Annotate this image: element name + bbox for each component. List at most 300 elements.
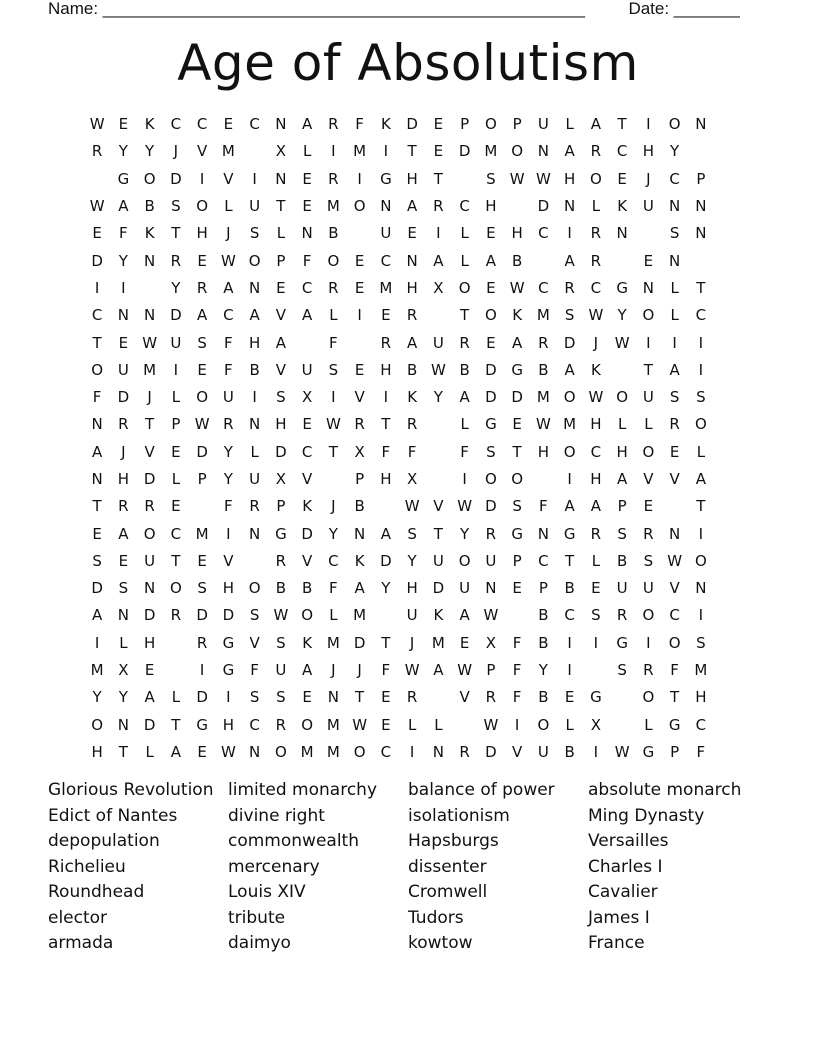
- grid-letter: L: [276, 224, 286, 243]
- grid-letter: O: [196, 197, 209, 216]
- grid-letter: S: [328, 360, 339, 379]
- grid-letter: U: [117, 360, 129, 379]
- grid-letter: M: [353, 606, 367, 625]
- grid-letter: X: [275, 470, 287, 488]
- word-list: [48, 778, 788, 957]
- grid-letter: D: [196, 688, 208, 707]
- grid-letter: Y: [538, 661, 548, 680]
- grid-letter: U: [616, 579, 628, 598]
- grid-letter: P: [171, 415, 181, 434]
- grid-row: [84, 439, 744, 466]
- grid-letter: K: [380, 115, 391, 134]
- grid-letter: I: [226, 688, 231, 707]
- grid-letter: I: [646, 333, 651, 352]
- grid-letter: I: [593, 742, 599, 761]
- grid-letter: H: [642, 142, 655, 161]
- grid-letter: C: [564, 606, 575, 625]
- grid-letter: O: [301, 606, 314, 625]
- grid-letter: M: [431, 633, 445, 652]
- grid-row: [84, 657, 744, 684]
- grid-letter: N: [275, 169, 287, 188]
- grid-letter: R: [459, 742, 470, 761]
- grid-letter: C: [91, 306, 103, 325]
- grid-letter: O: [458, 278, 471, 297]
- grid-letter: [530, 248, 556, 275]
- grid-letter: E: [486, 224, 496, 243]
- grid-letter: E: [643, 497, 654, 516]
- grid-letter: L: [329, 306, 338, 325]
- grid-row: [84, 247, 744, 274]
- grid-letter: U: [170, 333, 182, 352]
- grid-letter: U: [301, 360, 313, 379]
- grid-letter: N: [249, 524, 261, 543]
- grid-letter: W: [588, 306, 604, 325]
- grid-letter: A: [433, 661, 444, 680]
- grid-letter: I: [121, 278, 126, 297]
- grid-letter: S: [276, 388, 286, 407]
- grid-letter: R: [406, 306, 418, 325]
- grid-letter: S: [486, 442, 496, 461]
- word-list-item: France: [588, 933, 645, 953]
- grid-row: [84, 166, 744, 193]
- grid-letter: D: [485, 497, 497, 516]
- grid-row: [84, 739, 744, 766]
- grid-letter: U: [406, 606, 418, 625]
- grid-letter: D: [91, 251, 103, 270]
- grid-letter: L: [460, 415, 469, 434]
- grid-letter: T: [92, 497, 102, 516]
- grid-letter: D: [143, 715, 156, 734]
- grid-letter: E: [302, 197, 312, 216]
- grid-letter: P: [355, 470, 365, 488]
- grid-letter: N: [117, 306, 129, 325]
- grid-letter: M: [221, 142, 235, 161]
- grid-letter: A: [275, 333, 286, 352]
- grid-letter: Y: [407, 551, 417, 570]
- grid-letter: F: [512, 661, 522, 680]
- grid-letter: E: [171, 442, 181, 461]
- grid-letter: I: [409, 742, 415, 761]
- grid-letter: [320, 466, 346, 493]
- grid-letter: A: [564, 360, 575, 379]
- grid-letter: Y: [145, 142, 155, 161]
- grid-letter: M: [90, 661, 104, 680]
- grid-letter: F: [460, 442, 469, 461]
- grid-letter: R: [616, 606, 628, 625]
- grid-letter: I: [567, 661, 572, 680]
- word-list-item: Edict of Nantes: [48, 805, 178, 826]
- grid-letter: W: [404, 497, 420, 516]
- grid-letter: W: [667, 551, 683, 570]
- grid-letter: J: [331, 661, 336, 680]
- grid-letter: [452, 166, 478, 193]
- grid-letter: L: [670, 306, 679, 325]
- grid-letter: E: [591, 579, 601, 598]
- grid-row: [84, 357, 744, 384]
- grid-letter: I: [698, 333, 704, 352]
- grid-letter: C: [669, 606, 680, 625]
- grid-letter: [504, 602, 530, 629]
- grid-letter: O: [327, 251, 340, 270]
- word-list-item: elector: [48, 907, 108, 928]
- grid-letter: A: [380, 524, 391, 543]
- grid-letter: T: [171, 551, 181, 570]
- grid-letter: I: [567, 470, 572, 488]
- grid-letter: F: [407, 442, 417, 461]
- grid-letter: S: [512, 497, 522, 516]
- grid-letter: R: [328, 278, 339, 297]
- grid-letter: H: [117, 470, 130, 488]
- grid-letter: D: [222, 606, 235, 625]
- grid-letter: D: [301, 524, 313, 543]
- grid-letter: W: [614, 742, 630, 761]
- grid-letter: C: [380, 251, 392, 270]
- grid-letter: E: [486, 333, 496, 352]
- grid-row: [84, 220, 744, 247]
- grid-letter: K: [144, 224, 155, 243]
- grid-letter: D: [485, 742, 497, 761]
- grid-letter: K: [617, 197, 628, 216]
- grid-letter: N: [249, 278, 261, 297]
- grid-letter: N: [117, 606, 129, 625]
- grid-letter: J: [147, 388, 152, 407]
- grid-letter: R: [590, 524, 602, 543]
- grid-letter: I: [514, 715, 520, 734]
- grid-letter: C: [249, 715, 260, 734]
- grid-letter: X: [590, 715, 602, 734]
- grid-letter: D: [511, 388, 523, 407]
- grid-letter: I: [646, 633, 651, 652]
- grid-letter: R: [590, 251, 602, 270]
- grid-letter: S: [669, 224, 680, 243]
- grid-letter: T: [512, 442, 522, 461]
- grid-letter: E: [433, 142, 444, 161]
- grid-letter: R: [643, 524, 654, 543]
- grid-letter: M: [353, 142, 367, 161]
- grid-letter: H: [222, 579, 235, 598]
- grid-letter: P: [460, 115, 470, 134]
- grid-letter: S: [276, 688, 286, 707]
- grid-letter: R: [275, 715, 287, 734]
- grid-letter: U: [432, 333, 444, 352]
- grid-letter: I: [698, 360, 704, 379]
- grid-letter: B: [249, 360, 260, 379]
- word-list-item: divine right: [228, 805, 325, 826]
- grid-letter: B: [354, 497, 365, 516]
- grid-letter: U: [642, 197, 654, 216]
- grid-letter: A: [196, 306, 208, 325]
- grid-letter: A: [118, 197, 129, 216]
- grid-letter: [347, 220, 373, 247]
- grid-letter: S: [197, 333, 207, 352]
- grid-letter: B: [301, 579, 313, 598]
- grid-letter: W: [588, 388, 604, 407]
- grid-letter: O: [537, 715, 550, 734]
- grid-letter: S: [696, 633, 706, 652]
- word-list-item: Charles I: [588, 856, 663, 877]
- grid-letter: C: [223, 306, 234, 325]
- grid-letter: L: [171, 388, 181, 407]
- grid-letter: G: [275, 524, 287, 543]
- grid-letter: F: [224, 360, 233, 379]
- word-list-item: balance of power: [408, 780, 555, 800]
- grid-letter: N: [616, 224, 628, 243]
- grid-letter: A: [564, 142, 575, 161]
- word-list-item: Versailles: [588, 831, 669, 851]
- word-column: [228, 778, 408, 957]
- grid-letter: I: [462, 470, 467, 488]
- grid-letter: U: [222, 388, 234, 407]
- grid-letter: H: [537, 442, 550, 461]
- grid-letter: D: [380, 551, 392, 570]
- grid-letter: I: [567, 224, 572, 243]
- grid-letter: D: [143, 470, 156, 488]
- grid-letter: A: [354, 579, 365, 598]
- grid-letter: T: [145, 415, 155, 434]
- grid-letter: N: [380, 197, 392, 216]
- grid-row: [84, 548, 744, 575]
- grid-letter: D: [117, 388, 130, 407]
- grid-letter: V: [196, 142, 208, 161]
- grid-letter: A: [669, 360, 680, 379]
- grid-letter: U: [642, 388, 654, 407]
- word-list-item: dissenter: [408, 856, 487, 877]
- grid-letter: E: [459, 633, 470, 652]
- grid-letter: S: [118, 579, 129, 598]
- grid-letter: D: [537, 197, 550, 216]
- grid-letter: R: [118, 497, 129, 516]
- grid-letter: S: [669, 388, 680, 407]
- grid-letter: W: [273, 606, 289, 625]
- grid-letter: E: [223, 115, 234, 134]
- grid-letter: [609, 248, 635, 275]
- grid-letter: D: [406, 115, 418, 134]
- grid-letter: V: [301, 470, 313, 488]
- grid-letter: L: [670, 278, 679, 297]
- grid-letter: H: [616, 442, 628, 461]
- grid-row: [84, 712, 744, 739]
- grid-letter: W: [352, 715, 368, 734]
- grid-letter: M: [195, 524, 209, 543]
- grid-letter: V: [223, 169, 234, 188]
- grid-letter: B: [538, 633, 549, 652]
- grid-letter: C: [538, 278, 549, 297]
- grid-letter: X: [275, 142, 287, 161]
- grid-letter: W: [509, 169, 525, 188]
- grid-letter: S: [591, 606, 601, 625]
- grid-letter: M: [326, 742, 340, 761]
- grid-letter: V: [459, 688, 470, 707]
- grid-letter: [635, 220, 661, 247]
- word-list-item: kowtow: [408, 933, 473, 953]
- word-list-item: absolute monarch: [588, 780, 742, 800]
- grid-letter: D: [275, 442, 287, 461]
- grid-letter: T: [276, 197, 286, 216]
- grid-row: [84, 138, 744, 165]
- grid-letter: H: [406, 169, 418, 188]
- grid-letter: R: [643, 661, 654, 680]
- grid-letter: O: [353, 742, 366, 761]
- grid-letter: E: [197, 360, 207, 379]
- grid-letter: Y: [433, 388, 443, 407]
- word-column: [48, 778, 228, 957]
- grid-letter: V: [223, 551, 234, 570]
- grid-letter: G: [196, 715, 208, 734]
- grid-letter: E: [433, 115, 444, 134]
- grid-letter: I: [383, 142, 389, 161]
- grid-letter: T: [643, 360, 653, 379]
- grid-letter: H: [563, 169, 576, 188]
- grid-letter: R: [590, 142, 602, 161]
- grid-letter: F: [381, 442, 391, 461]
- grid-letter: N: [695, 115, 707, 134]
- grid-letter: J: [646, 169, 651, 188]
- grid-letter: V: [433, 497, 444, 516]
- grid-letter: N: [327, 688, 339, 707]
- grid-letter: D: [143, 606, 156, 625]
- grid-letter: W: [142, 333, 158, 352]
- grid-letter: T: [328, 442, 338, 461]
- grid-letter: C: [590, 442, 602, 461]
- grid-letter: O: [616, 388, 629, 407]
- grid-letter: S: [249, 688, 260, 707]
- grid-letter: T: [171, 715, 181, 734]
- grid-letter: Y: [92, 688, 102, 707]
- grid-letter: B: [564, 579, 575, 598]
- grid-letter: O: [694, 415, 707, 434]
- grid-letter: G: [668, 715, 681, 734]
- grid-letter: E: [302, 415, 312, 434]
- grid-letter: R: [590, 224, 602, 243]
- grid-letter: H: [406, 278, 418, 297]
- grid-letter: T: [171, 224, 181, 243]
- grid-letter: [609, 357, 635, 384]
- grid-letter: A: [144, 688, 155, 707]
- grid-letter: L: [644, 415, 653, 434]
- grid-letter: P: [197, 470, 207, 488]
- grid-letter: V: [275, 360, 286, 379]
- grid-letter: Y: [617, 306, 627, 325]
- grid-letter: N: [485, 579, 497, 598]
- grid-letter: E: [118, 333, 129, 352]
- grid-letter: M: [143, 360, 157, 379]
- grid-letter: W: [457, 497, 473, 516]
- grid-letter: [425, 684, 451, 711]
- grid-letter: A: [301, 115, 313, 134]
- grid-letter: M: [536, 388, 550, 407]
- grid-letter: U: [144, 551, 156, 570]
- word-list-item: Cavalier: [588, 882, 658, 902]
- grid-letter: E: [92, 224, 102, 243]
- grid-letter: O: [196, 388, 209, 407]
- grid-letter: [294, 330, 320, 357]
- grid-letter: A: [91, 442, 103, 461]
- grid-letter: C: [301, 278, 313, 297]
- grid-letter: A: [590, 115, 601, 134]
- grid-letter: R: [380, 333, 392, 352]
- grid-letter: E: [197, 742, 207, 761]
- grid-letter: G: [616, 633, 628, 652]
- grid-letter: E: [512, 415, 522, 434]
- grid-letter: U: [459, 579, 471, 598]
- grid-letter: X: [301, 388, 313, 407]
- grid-letter: C: [695, 715, 707, 734]
- word-list-item: Louis XIV: [228, 882, 306, 902]
- grid-letter: G: [117, 169, 130, 188]
- grid-letter: V: [275, 306, 286, 325]
- grid-letter: A: [301, 306, 313, 325]
- grid-letter: E: [354, 278, 365, 297]
- grid-letter: P: [276, 251, 286, 270]
- grid-letter: L: [696, 442, 706, 461]
- grid-letter: T: [118, 742, 128, 761]
- grid-letter: W: [89, 115, 105, 134]
- grid-letter: F: [512, 688, 522, 707]
- grid-letter: F: [381, 661, 391, 680]
- grid-letter: A: [590, 497, 601, 516]
- grid-letter: U: [537, 115, 549, 134]
- grid-letter: W: [483, 715, 499, 734]
- grid-letter: F: [696, 742, 706, 761]
- grid-row: [84, 493, 744, 520]
- word-list-item: Roundhead: [48, 882, 145, 902]
- grid-letter: F: [329, 579, 338, 598]
- grid-letter: N: [537, 524, 549, 543]
- grid-letter: S: [643, 551, 654, 570]
- grid-letter: I: [252, 388, 257, 407]
- grid-letter: P: [276, 497, 286, 516]
- grid-letter: E: [486, 278, 496, 297]
- grid-letter: P: [617, 497, 627, 516]
- grid-letter: R: [118, 415, 129, 434]
- grid-letter: C: [196, 115, 208, 134]
- grid-letter: N: [695, 224, 707, 243]
- grid-letter: V: [669, 579, 680, 598]
- grid-letter: I: [698, 606, 704, 625]
- grid-letter: O: [248, 251, 261, 270]
- word-list-item: commonwealth: [228, 831, 359, 851]
- grid-letter: R: [170, 251, 182, 270]
- grid-letter: T: [381, 415, 391, 434]
- grid-letter: J: [226, 224, 231, 243]
- word-list-item: Richelieu: [48, 856, 126, 877]
- grid-letter: E: [276, 278, 286, 297]
- grid-letter: I: [94, 633, 100, 652]
- grid-letter: S: [92, 551, 102, 570]
- grid-letter: P: [512, 115, 522, 134]
- grid-letter: T: [565, 551, 575, 570]
- grid-letter: N: [564, 197, 576, 216]
- grid-letter: K: [590, 360, 601, 379]
- grid-letter: H: [485, 197, 497, 216]
- grid-letter: D: [458, 142, 471, 161]
- grid-letter: I: [436, 224, 441, 243]
- grid-letter: K: [512, 306, 523, 325]
- grid-letter: L: [119, 633, 128, 652]
- grid-letter: E: [197, 251, 207, 270]
- letter-grid: [84, 111, 744, 766]
- word-list-item: Tudors: [408, 907, 464, 928]
- grid-letter: A: [459, 388, 470, 407]
- grid-letter: X: [406, 470, 418, 488]
- grid-letter: [583, 657, 609, 684]
- grid-letter: B: [564, 742, 575, 761]
- grid-letter: N: [249, 415, 261, 434]
- grid-letter: L: [302, 142, 312, 161]
- grid-letter: [373, 602, 399, 629]
- grid-letter: R: [354, 415, 365, 434]
- grid-letter: G: [616, 278, 628, 297]
